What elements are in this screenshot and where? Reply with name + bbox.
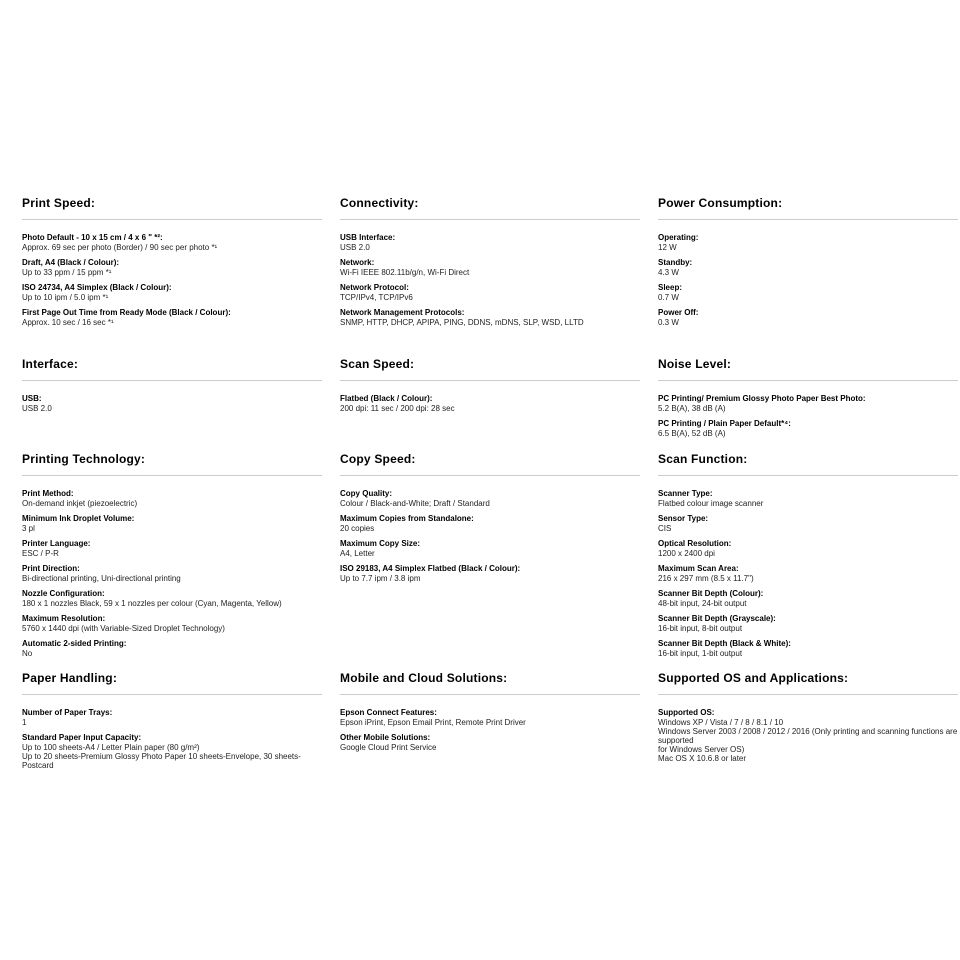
spec-label: Maximum Scan Area: <box>658 564 739 573</box>
section-divider <box>22 475 322 476</box>
section-divider <box>22 380 322 381</box>
spec-value-line: 200 dpi: 11 sec / 200 dpi: 28 sec <box>340 404 455 413</box>
spec-value-line: 4.3 W <box>658 268 679 277</box>
section-divider <box>340 219 640 220</box>
spec-value-line: 6.5 B(A), 52 dB (A) <box>658 429 726 438</box>
spec-label: Network Protocol: <box>340 283 409 292</box>
spec-value-line: for Windows Server OS) <box>658 745 745 754</box>
spec-label: Nozzle Configuration: <box>22 589 105 598</box>
spec-value-line: Approx. 10 sec / 16 sec *¹ <box>22 318 114 327</box>
spec-item-list <box>658 708 958 763</box>
spec-value-line: Windows Server 2003 / 2008 / 2012 / 2016 (Only printing and scanning functions are supported <box>658 727 958 745</box>
spec-value-line: 1200 x 2400 dpi <box>658 549 715 558</box>
spec-item <box>340 539 640 558</box>
spec-label: Standby: <box>658 258 693 267</box>
spec-grid <box>22 196 958 776</box>
spec-value-line: ESC / P-R <box>22 549 59 558</box>
spec-value-line: USB 2.0 <box>22 404 52 413</box>
spec-label: USB: <box>22 394 42 403</box>
section-title: Scan Function: <box>658 452 748 466</box>
section-divider <box>340 380 640 381</box>
spec-item <box>340 564 640 583</box>
spec-label: Maximum Resolution: <box>22 614 106 623</box>
spec-label: Maximum Copies from Standalone: <box>340 514 474 523</box>
section-supported-os <box>658 671 958 776</box>
section-title: Copy Speed: <box>340 452 416 466</box>
spec-value <box>658 429 958 438</box>
spec-value <box>340 743 640 752</box>
spec-value <box>658 293 958 302</box>
spec-item-list <box>658 394 958 438</box>
spec-item <box>22 283 322 302</box>
spec-item <box>658 639 958 658</box>
section-title: Mobile and Cloud Solutions: <box>340 671 508 685</box>
spec-value <box>22 404 322 413</box>
spec-item <box>658 419 958 438</box>
spec-item <box>658 539 958 558</box>
spec-label: Standard Paper Input Capacity: <box>22 733 142 742</box>
spec-item <box>658 308 958 327</box>
spec-item <box>658 614 958 633</box>
spec-value <box>340 243 640 252</box>
spec-item <box>340 258 640 277</box>
spec-value-line: 20 copies <box>340 524 375 533</box>
section-divider <box>22 694 322 695</box>
spec-value-line: Up to 33 ppm / 15 ppm *¹ <box>22 268 112 277</box>
section-title: Connectivity: <box>340 196 419 210</box>
spec-value <box>340 293 640 302</box>
spec-value <box>22 649 322 658</box>
spec-value <box>22 718 322 727</box>
spec-item <box>22 614 322 633</box>
spec-label: Minimum Ink Droplet Volume: <box>22 514 135 523</box>
spec-item <box>22 589 322 608</box>
spec-item <box>22 564 322 583</box>
spec-label: Scanner Bit Depth (Grayscale): <box>658 614 776 623</box>
spec-label: Network Management Protocols: <box>340 308 465 317</box>
section-title: Scan Speed: <box>340 357 415 371</box>
spec-label: Sensor Type: <box>658 514 709 523</box>
spec-value <box>340 268 640 277</box>
spec-value-line: 1 <box>22 718 27 727</box>
spec-value-line: 216 x 297 mm (8.5 x 11.7") <box>658 574 754 583</box>
spec-value <box>22 743 322 770</box>
spec-value-line: No <box>22 649 33 658</box>
spec-value <box>340 549 640 558</box>
spec-value-line: 16-bit input, 8-bit output <box>658 624 743 633</box>
spec-value-line: Wi-Fi IEEE 802.11b/g/n, Wi-Fi Direct <box>340 268 470 277</box>
spec-item-list <box>340 233 640 327</box>
spec-label: First Page Out Time from Ready Mode (Black / Colour): <box>22 308 231 317</box>
spec-value <box>658 624 958 633</box>
spec-value <box>22 243 322 252</box>
spec-label: Sleep: <box>658 283 683 292</box>
spec-value-line: Up to 10 ipm / 5.0 ipm *¹ <box>22 293 109 302</box>
spec-value-line: USB 2.0 <box>340 243 370 252</box>
section-divider <box>658 475 958 476</box>
spec-value-line: Epson iPrint, Epson Email Print, Remote Print Driver <box>340 718 526 727</box>
spec-value <box>658 268 958 277</box>
section-power-consumption <box>658 196 958 357</box>
section-print-speed <box>22 196 322 357</box>
spec-item-list <box>658 233 958 327</box>
section-connectivity <box>340 196 640 357</box>
section-interface <box>22 357 322 452</box>
spec-label: Print Method: <box>22 489 74 498</box>
spec-value <box>658 404 958 413</box>
spec-item <box>340 233 640 252</box>
spec-value <box>22 318 322 327</box>
section-printing-technology <box>22 452 322 671</box>
spec-value-line: 180 x 1 nozzles Black, 59 x 1 nozzles per colour (Cyan, Magenta, Yellow) <box>22 599 282 608</box>
spec-value <box>658 499 958 508</box>
spec-label: Scanner Type: <box>658 489 713 498</box>
spec-value-line: Google Cloud Print Service <box>340 743 437 752</box>
section-title: Power Consumption: <box>658 196 783 210</box>
section-title: Noise Level: <box>658 357 732 371</box>
spec-value <box>340 404 640 413</box>
spec-item <box>658 233 958 252</box>
spec-item <box>658 708 958 763</box>
spec-value-line: Up to 20 sheets-Premium Glossy Photo Paper 10 sheets-Envelope, 30 sheets-Postcard <box>22 752 301 770</box>
spec-value-line: Bi-directional printing, Uni-directional printing <box>22 574 181 583</box>
spec-value-line: 16-bit input, 1-bit output <box>658 649 743 658</box>
spec-item <box>22 708 322 727</box>
spec-value <box>340 574 640 583</box>
spec-label: Maximum Copy Size: <box>340 539 421 548</box>
spec-label: PC Printing/ Premium Glossy Photo Paper Best Photo: <box>658 394 866 403</box>
spec-value <box>658 574 958 583</box>
spec-label: Supported OS: <box>658 708 715 717</box>
spec-value <box>658 549 958 558</box>
spec-item-list <box>340 394 640 413</box>
section-mobile-cloud <box>340 671 640 776</box>
section-divider <box>658 380 958 381</box>
spec-item <box>22 308 322 327</box>
spec-value-line: 48-bit input, 24-bit output <box>658 599 747 608</box>
spec-label: Optical Resolution: <box>658 539 732 548</box>
spec-value-line: Up to 7.7 ipm / 3.8 ipm <box>340 574 421 583</box>
spec-value <box>22 574 322 583</box>
spec-value-line: SNMP, HTTP, DHCP, APIPA, PING, DDNS, mDNS, SLP, WSD, LLTD <box>340 318 584 327</box>
section-noise-level <box>658 357 958 452</box>
spec-value <box>22 524 322 533</box>
spec-value-line: TCP/IPv4, TCP/IPv6 <box>340 293 413 302</box>
spec-item <box>658 258 958 277</box>
spec-label: Operating: <box>658 233 699 242</box>
section-title: Print Speed: <box>22 196 96 210</box>
spec-item <box>658 564 958 583</box>
spec-item <box>340 394 640 413</box>
spec-value <box>658 524 958 533</box>
spec-item <box>22 539 322 558</box>
spec-item-list <box>22 233 322 327</box>
spec-item-list <box>658 489 958 658</box>
spec-value <box>22 549 322 558</box>
spec-label: Draft, A4 (Black / Colour): <box>22 258 120 267</box>
spec-value <box>340 718 640 727</box>
spec-value <box>22 499 322 508</box>
spec-value-line: Flatbed colour image scanner <box>658 499 764 508</box>
spec-item <box>22 394 322 413</box>
spec-label: PC Printing / Plain Paper Default*⁴: <box>658 419 791 428</box>
spec-label: Power Off: <box>658 308 699 317</box>
spec-value-line: 5760 x 1440 dpi (with Variable-Sized Droplet Technology) <box>22 624 225 633</box>
spec-value-line: Approx. 69 sec per photo (Border) / 90 sec per photo *¹ <box>22 243 218 252</box>
spec-label: Copy Quality: <box>340 489 393 498</box>
spec-item <box>22 233 322 252</box>
spec-label: Other Mobile Solutions: <box>340 733 431 742</box>
section-title: Interface: <box>22 357 79 371</box>
spec-value-line: Up to 100 sheets-A4 / Letter Plain paper (80 g/m²) <box>22 743 200 752</box>
spec-item-list <box>22 708 322 770</box>
section-title: Supported OS and Applications: <box>658 671 849 685</box>
spec-value-line: 12 W <box>658 243 677 252</box>
spec-label: Automatic 2-sided Printing: <box>22 639 127 648</box>
spec-label: Scanner Bit Depth (Colour): <box>658 589 764 598</box>
section-title: Paper Handling: <box>22 671 118 685</box>
spec-item <box>340 489 640 508</box>
section-divider <box>340 694 640 695</box>
spec-item <box>658 394 958 413</box>
spec-value <box>340 318 640 327</box>
spec-value <box>340 524 640 533</box>
spec-item <box>658 514 958 533</box>
spec-label: Flatbed (Black / Colour): <box>340 394 433 403</box>
spec-label: Epson Connect Features: <box>340 708 437 717</box>
spec-value-line: On-demand inkjet (piezoelectric) <box>22 499 138 508</box>
spec-item-list <box>340 489 640 583</box>
spec-value <box>22 293 322 302</box>
spec-value-line: Mac OS X 10.6.8 or later <box>658 754 747 763</box>
spec-value <box>658 318 958 327</box>
spec-item-list <box>22 394 322 413</box>
spec-item <box>22 489 322 508</box>
spec-label: Scanner Bit Depth (Black & White): <box>658 639 791 648</box>
section-divider <box>658 694 958 695</box>
spec-value-line: 0.7 W <box>658 293 679 302</box>
spec-item <box>340 708 640 727</box>
spec-item <box>22 514 322 533</box>
spec-label: USB Interface: <box>340 233 396 242</box>
spec-value <box>22 624 322 633</box>
spec-value-line: 5.2 B(A), 38 dB (A) <box>658 404 726 413</box>
spec-label: ISO 29183, A4 Simplex Flatbed (Black / Colour): <box>340 564 521 573</box>
spec-value-line: 3 pl <box>22 524 35 533</box>
spec-label: Printer Language: <box>22 539 91 548</box>
spec-item <box>340 733 640 752</box>
spec-item <box>22 258 322 277</box>
spec-item <box>22 639 322 658</box>
spec-value-line: Colour / Black-and-White; Draft / Standard <box>340 499 490 508</box>
spec-value <box>658 599 958 608</box>
spec-item <box>658 489 958 508</box>
spec-value-line: Windows XP / Vista / 7 / 8 / 8.1 / 10 <box>658 718 784 727</box>
spec-item <box>22 733 322 770</box>
spec-label: Photo Default - 10 x 15 cm / 4 x 6 " *²: <box>22 233 163 242</box>
spec-value-line: A4, Letter <box>340 549 375 558</box>
section-divider <box>22 219 322 220</box>
spec-value <box>658 649 958 658</box>
section-divider <box>340 475 640 476</box>
section-scan-function <box>658 452 958 671</box>
spec-item-list <box>22 489 322 658</box>
spec-label: Print Direction: <box>22 564 80 573</box>
section-paper-handling <box>22 671 322 776</box>
section-title: Printing Technology: <box>22 452 146 466</box>
spec-label: Network: <box>340 258 375 267</box>
spec-item <box>340 308 640 327</box>
spec-value <box>658 243 958 252</box>
section-divider <box>658 219 958 220</box>
spec-value <box>340 499 640 508</box>
spec-label: Number of Paper Trays: <box>22 708 113 717</box>
spec-item-list <box>340 708 640 752</box>
spec-value-line: 0.3 W <box>658 318 679 327</box>
spec-item <box>340 283 640 302</box>
spec-label: ISO 24734, A4 Simplex (Black / Colour): <box>22 283 172 292</box>
spec-item <box>658 283 958 302</box>
spec-item <box>658 589 958 608</box>
section-scan-speed <box>340 357 640 452</box>
spec-item <box>340 514 640 533</box>
spec-value-line: CIS <box>658 524 672 533</box>
spec-value <box>658 718 958 763</box>
spec-value <box>22 599 322 608</box>
spec-value <box>22 268 322 277</box>
section-copy-speed <box>340 452 640 671</box>
